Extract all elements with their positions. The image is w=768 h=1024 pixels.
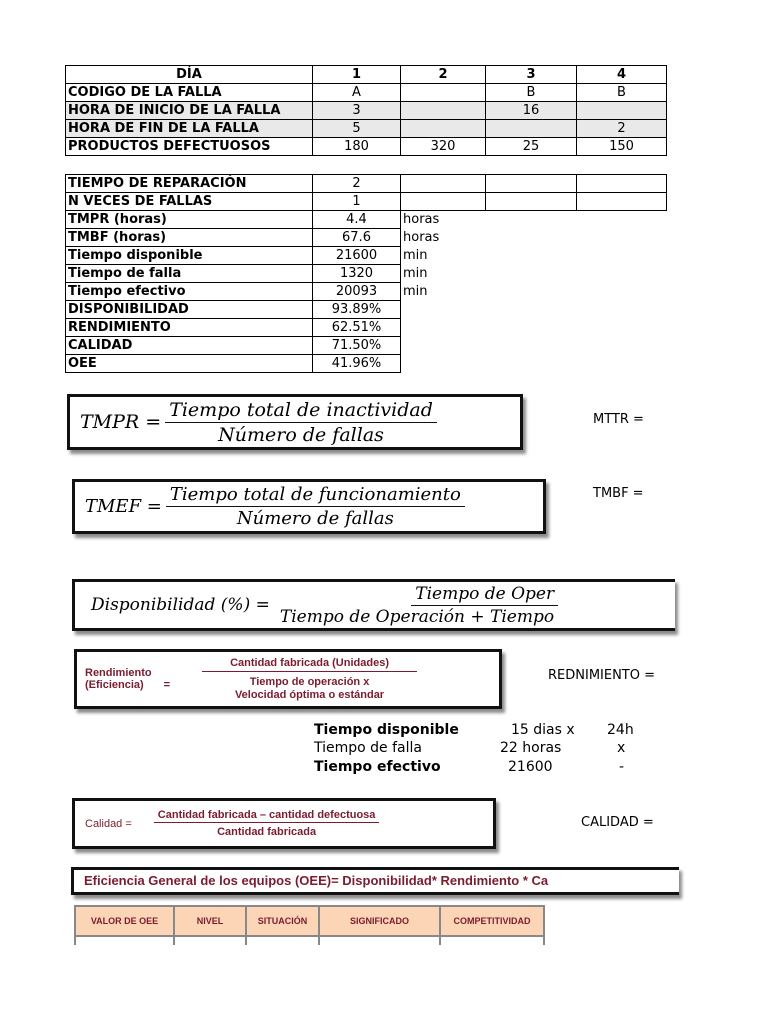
table-cell bbox=[174, 936, 246, 945]
tmef-formula-image bbox=[72, 479, 546, 534]
table-cell bbox=[577, 102, 667, 120]
metric-label: OEE bbox=[66, 355, 313, 373]
table-cell bbox=[319, 936, 440, 945]
metric-unit: horas bbox=[403, 212, 440, 228]
metric-row bbox=[66, 355, 667, 373]
formula-numerator: Cantidad fabricada (Unidades) bbox=[202, 657, 417, 672]
table-row bbox=[75, 936, 544, 945]
oee-header-nivel: NIVEL bbox=[174, 906, 246, 936]
metric-label: TMPR (horas) bbox=[66, 211, 313, 229]
calc-value-b: x bbox=[617, 740, 626, 756]
table-cell: B bbox=[577, 84, 667, 102]
table-cell: 2 bbox=[313, 175, 401, 193]
oee-header-competitividad: COMPETITIVIDAD bbox=[440, 906, 544, 936]
table-cell bbox=[486, 175, 577, 193]
table-cell bbox=[440, 936, 544, 945]
formula-lhs: TMPR = bbox=[80, 411, 162, 433]
disponibilidad-formula-image bbox=[72, 579, 675, 631]
formula-lhs-line2: (Eficiencia) bbox=[85, 679, 144, 691]
table-cell bbox=[401, 84, 486, 102]
table-cell: 3 bbox=[313, 102, 401, 120]
metric-row bbox=[66, 319, 667, 337]
table-cell: 150 bbox=[577, 138, 667, 156]
formula-denominator-line2: Velocidad óptima o estándar bbox=[234, 689, 385, 701]
table-cell bbox=[401, 120, 486, 138]
formula-denominator-line1: Tiempo de operación x bbox=[249, 676, 370, 688]
table-row bbox=[66, 138, 667, 156]
oee-classification-table bbox=[74, 905, 545, 945]
formula-lhs: Calidad = bbox=[85, 817, 132, 830]
table-row bbox=[66, 102, 667, 120]
formula-lhs: TMEF = bbox=[85, 496, 162, 517]
metric-value: 4.4 bbox=[313, 211, 401, 229]
table-cell: 180 bbox=[313, 138, 401, 156]
table-cell: 320 bbox=[401, 138, 486, 156]
calc-value-a: 15 dias x bbox=[511, 722, 575, 738]
formula-lhs: Disponibilidad (%) = bbox=[91, 595, 270, 615]
metric-row bbox=[66, 301, 667, 319]
metric-unit: horas bbox=[403, 230, 440, 245]
formula-fraction bbox=[154, 809, 380, 838]
table-row bbox=[66, 84, 667, 102]
table-cell bbox=[577, 193, 667, 211]
metric-label: Tiempo efectivo bbox=[66, 283, 313, 301]
formula-numerator: Tiempo total de inactividad bbox=[165, 399, 437, 423]
row-label: HORA DE FIN DE LA FALLA bbox=[66, 120, 313, 138]
metric-value: 41.96% bbox=[313, 355, 401, 373]
table-row bbox=[66, 193, 667, 211]
metric-label: TMBF (horas) bbox=[66, 229, 313, 247]
header-dia: DÍA bbox=[66, 66, 313, 84]
table-cell: 2 bbox=[577, 120, 667, 138]
formula-fraction bbox=[202, 657, 417, 701]
mttr-label: MTTR = bbox=[593, 412, 644, 427]
oee-header-valor: VALOR DE OEE bbox=[75, 906, 174, 936]
table-header-row bbox=[66, 66, 667, 84]
formula-fraction bbox=[276, 584, 558, 627]
oee-header-situacion: SITUACIÓN bbox=[246, 906, 319, 936]
table-cell: A bbox=[313, 84, 401, 102]
calc-value-b: - bbox=[619, 759, 625, 775]
row-label: N VECES DE FALLAS bbox=[66, 193, 313, 211]
calc-label: Tiempo efectivo bbox=[314, 759, 441, 775]
table-header-row bbox=[75, 906, 544, 936]
oee-header-significado: SIGNIFICADO bbox=[319, 906, 440, 936]
formula-denominator: Cantidad fabricada bbox=[217, 826, 317, 838]
table-cell bbox=[75, 936, 174, 945]
table-cell bbox=[246, 936, 319, 945]
metric-unit: min bbox=[403, 248, 428, 263]
formula-numerator: Tiempo de Oper bbox=[411, 584, 558, 606]
metric-value: 93.89% bbox=[313, 301, 401, 319]
table-cell: 5 bbox=[313, 120, 401, 138]
formula-lhs bbox=[85, 667, 152, 691]
metric-value: 71.50% bbox=[313, 337, 401, 355]
formula-equals: = bbox=[163, 679, 171, 691]
tmbf-label: TMBF = bbox=[593, 486, 644, 501]
metric-unit: min bbox=[403, 266, 428, 281]
header-day-1: 1 bbox=[313, 66, 401, 84]
metric-value: 21600 bbox=[313, 247, 401, 265]
metric-row bbox=[66, 283, 667, 301]
formula-denominator: Número de fallas bbox=[218, 423, 384, 446]
row-label: CODIGO DE LA FALLA bbox=[66, 84, 313, 102]
row-label: HORA DE INICIO DE LA FALLA bbox=[66, 102, 313, 120]
table-row bbox=[66, 120, 667, 138]
table-cell bbox=[401, 102, 486, 120]
calc-value-a: 21600 bbox=[508, 759, 553, 775]
rendimiento-formula-image bbox=[74, 649, 502, 709]
table-cell bbox=[486, 193, 577, 211]
calc-value-b: 24h bbox=[607, 722, 634, 738]
calidad-label: CALIDAD = bbox=[581, 815, 654, 830]
tmpr-formula-image bbox=[67, 394, 523, 450]
table-row bbox=[66, 175, 667, 193]
table-cell bbox=[401, 175, 486, 193]
header-day-4: 4 bbox=[577, 66, 667, 84]
calidad-formula-image bbox=[72, 798, 496, 849]
metric-value: 1320 bbox=[313, 265, 401, 283]
metric-row bbox=[66, 265, 667, 283]
metric-value: 67.6 bbox=[313, 229, 401, 247]
table-cell: 16 bbox=[486, 102, 577, 120]
table-cell bbox=[577, 175, 667, 193]
metric-value: 62.51% bbox=[313, 319, 401, 337]
metric-label: Tiempo disponible bbox=[66, 247, 313, 265]
metrics-table bbox=[65, 174, 667, 373]
calc-value-a: 22 horas bbox=[500, 740, 562, 756]
table-cell: 1 bbox=[313, 193, 401, 211]
formula-fraction bbox=[165, 399, 437, 446]
metric-label: CALIDAD bbox=[66, 337, 313, 355]
table-cell bbox=[486, 120, 577, 138]
row-label: PRODUCTOS DEFECTUOSOS bbox=[66, 138, 313, 156]
rendimiento-label: REDNIMIENTO = bbox=[548, 668, 656, 683]
formula-numerator: Tiempo total de funcionamiento bbox=[166, 484, 465, 507]
metric-label: DISPONIBILIDAD bbox=[66, 301, 313, 319]
header-day-3: 3 bbox=[486, 66, 577, 84]
metric-row bbox=[66, 229, 667, 247]
oee-formula-image bbox=[71, 867, 679, 895]
formula-lhs-line1: Rendimiento bbox=[85, 667, 152, 679]
metric-unit: min bbox=[403, 284, 428, 299]
fault-data-table bbox=[65, 65, 667, 156]
oee-formula-text: Eficiencia General de los equipos (OEE)= Disponibilidad* Rendimiento * Ca bbox=[84, 873, 549, 888]
table-cell: 25 bbox=[486, 138, 577, 156]
metric-row bbox=[66, 247, 667, 265]
row-label: TIEMPO DE REPARACIÓN bbox=[66, 175, 313, 193]
metric-row bbox=[66, 337, 667, 355]
formula-denominator: Tiempo de Operación + Tiempo bbox=[279, 606, 555, 627]
header-day-2: 2 bbox=[401, 66, 486, 84]
calc-label: Tiempo disponible bbox=[314, 722, 459, 738]
formula-denominator: Número de fallas bbox=[236, 508, 394, 529]
metric-value: 20093 bbox=[313, 283, 401, 301]
calc-label: Tiempo de falla bbox=[314, 740, 422, 756]
formula-fraction bbox=[166, 484, 465, 529]
metric-label: Tiempo de falla bbox=[66, 265, 313, 283]
table-cell: B bbox=[486, 84, 577, 102]
formula-numerator: Cantidad fabricada – cantidad defectuosa bbox=[154, 809, 380, 823]
metric-row bbox=[66, 211, 667, 229]
metric-label: RENDIMIENTO bbox=[66, 319, 313, 337]
table-cell bbox=[401, 193, 486, 211]
